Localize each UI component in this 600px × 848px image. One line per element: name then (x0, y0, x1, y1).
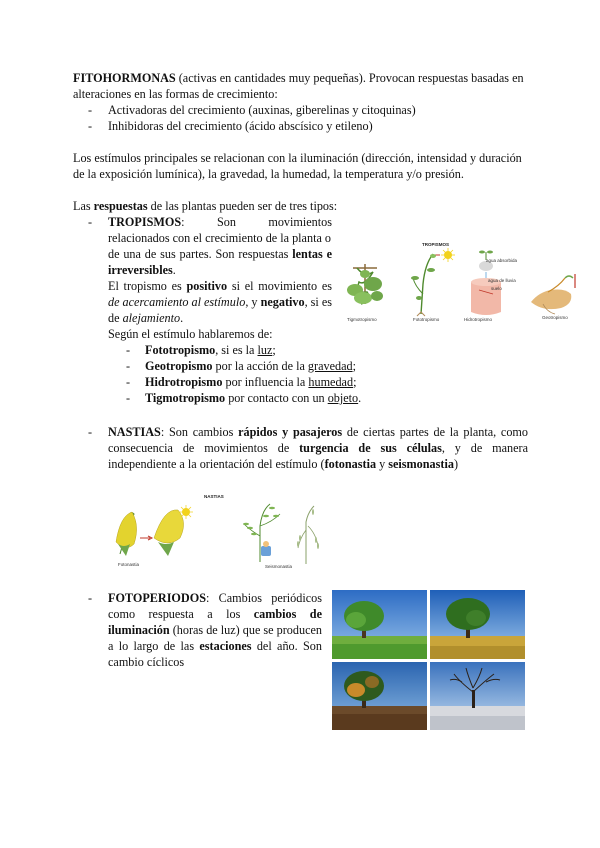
nastias-line-2: consecuencia de movimientos de turgencia de sus células, y de manera (108, 441, 528, 455)
stimuli-line-2: de la exposición lumínica), la gravedad, la humedad, la temperatura y/o presión. (73, 167, 464, 181)
seismonasty-label: Seismonastia (265, 564, 293, 569)
tropismos-line-1: TROPISMOS: Son movimientos (108, 215, 332, 229)
tropismos-line-4: irreversibles. (108, 263, 176, 277)
nastias-figure-title: NASTIAS (204, 494, 224, 499)
water-label: agua absorbida (486, 258, 518, 263)
bullet-dash: - (88, 215, 93, 229)
hydrotropism-label: Hidrotropismo (464, 317, 493, 322)
list-item: - Hidrotropismo por influencia la humedad; (126, 375, 357, 389)
list-item: - Tigmotropismo por contacto con un objeto. (126, 391, 362, 405)
fotoperiodos-line-2: como respuesta a los cambios de (108, 607, 322, 621)
spring-photo (332, 590, 427, 659)
tigmotropism-drawing (347, 264, 383, 304)
photonasty-label: Fotonastia (118, 562, 140, 567)
bullet-dash: - (88, 119, 93, 133)
fotoperiodos-line-1: FOTOPERIODOS: Cambios periódicos (108, 591, 322, 605)
photonasty-drawing (116, 505, 193, 556)
bullet-dash: - (88, 103, 93, 117)
nastias-line-1: NASTIAS: Son cambios rápidos y pasajeros de ciertas partes de la planta, como (108, 425, 528, 439)
tropismos-line-5: El tropismo es positivo si el movimiento es (108, 279, 332, 293)
intro-line-2: alteraciones en las formas de crecimiento: (73, 87, 278, 101)
list-item: - Fototropismo, si es la luz; (126, 343, 276, 357)
tropism-figure-title: TROPISMOS (422, 242, 450, 247)
fotoperiodos-line-3: iluminación (horas de luz) que se producen (108, 623, 322, 637)
tropismos-heading: TROPISMOS (108, 215, 182, 229)
seasons-photos (332, 590, 525, 730)
winter-photo (430, 662, 525, 730)
phototropism-label: Fototropismo (413, 317, 440, 322)
tropism-illustration (343, 234, 581, 326)
autumn-photo (332, 662, 427, 730)
fotoperiodos-line-4: a lo largo de las estaciones del año. Son (108, 639, 322, 653)
intro-line-1: FITOHORMONAS (activas en cantidades muy pequeñas). Provocan respuestas basadas en (73, 71, 524, 85)
tropismos-line-6: de acercamiento al estímulo, y negativo, si es (108, 295, 333, 309)
responses-line: Las respuestas de las plantas pueden ser de tres tipos: (73, 199, 338, 213)
nastias-block (108, 424, 528, 472)
seismonasty-drawing (243, 504, 319, 564)
tropismos-line-3: de una de sus partes. Son respuestas lentas e (108, 247, 332, 261)
tropismos-block (108, 214, 332, 342)
soil-label: suelo (491, 286, 502, 291)
geotropism-label: Geotropismo (542, 315, 568, 320)
hormone-bullet-1: Activadoras del crecimiento (auxinas, giberelinas y citoquinas) (108, 103, 416, 117)
tropismos-line-7: de alejamiento. (108, 311, 184, 325)
fotoperiodos-heading: FOTOPERIODOS (108, 591, 206, 605)
bullet-dash: - (88, 591, 93, 605)
list-item: - Geotropismo por la acción de la gravedad; (126, 359, 356, 373)
fotoperiodos-block (108, 590, 322, 670)
rain-label: agua de lluvia (488, 278, 516, 283)
geotropism-drawing (531, 274, 575, 314)
tropism-types-list (126, 342, 386, 406)
tigmotropism-label: Tigmotropismo (347, 317, 377, 322)
nastias-heading: NASTIAS (108, 425, 161, 439)
hormone-bullet-2: Inhibidoras del crecimiento (ácido abscísico y etileno) (108, 119, 373, 133)
seasons-photo-grid (332, 590, 525, 730)
intro-title: FITOHORMONAS (73, 71, 176, 85)
tropismos-line-2: relacionados con el crecimiento de la planta o (108, 231, 331, 245)
fotoperiodos-line-5: cambio cíclicos (108, 655, 185, 669)
bullet-dash: - (88, 425, 93, 439)
nastias-figure (110, 486, 340, 574)
phototropism-drawing (411, 248, 455, 316)
summer-photo (430, 590, 525, 659)
stimuli-line-1: Los estímulos principales se relacionan con la iluminación (dirección, intensidad y duración (73, 151, 522, 165)
tropismos-line-8: Según el estímulo hablaremos de: (108, 327, 273, 341)
nastias-line-3: independiente a la orientación del estímulo (fotonastia y seismonastia) (108, 457, 458, 471)
nastias-illustration (110, 486, 340, 574)
tropism-figure (343, 234, 581, 326)
